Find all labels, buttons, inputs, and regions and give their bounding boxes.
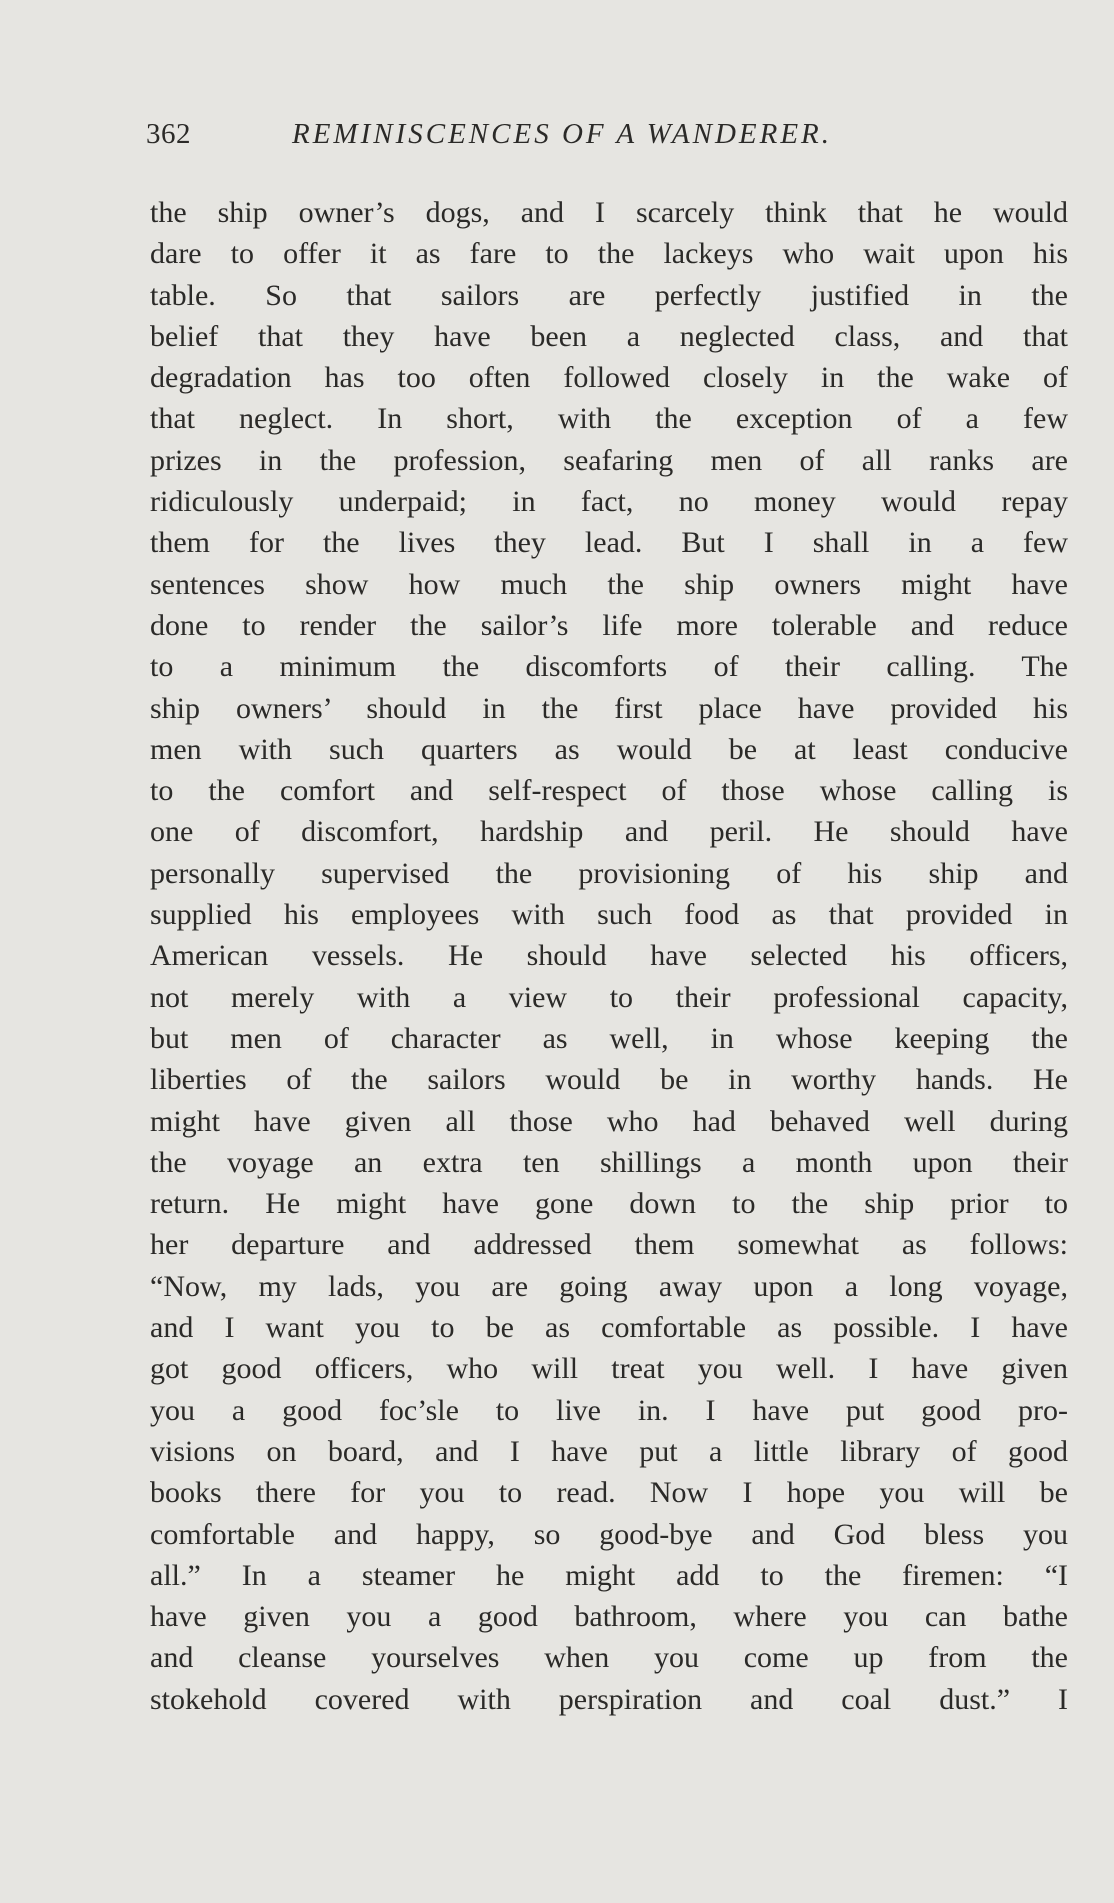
text-line: books there for you to read. Now I hope you will be xyxy=(150,1476,1068,1510)
text-line: you a good foc’sle to live in. I have put good pro- xyxy=(150,1393,1068,1427)
text-line: ridiculously underpaid; in fact, no money would repay xyxy=(150,485,1068,519)
text-line: comfortable and happy, so good-bye and God bless you xyxy=(150,1517,1068,1551)
text-line: prizes in the profession, seafaring men of all ranks are xyxy=(150,443,1068,477)
text-line: ship owners’ should in the first place have provided his xyxy=(150,691,1068,725)
text-line: but men of character as well, in whose keeping the xyxy=(150,1021,1068,1055)
text-line: liberties of the sailors would be in worthy hands. He xyxy=(150,1063,1068,1097)
text-line: return. He might have gone down to the ship prior to xyxy=(150,1187,1068,1221)
text-line: have given you a good bathroom, where you can bathe xyxy=(150,1600,1068,1634)
text-line: personally supervised the provisioning of his ship and xyxy=(150,856,1068,890)
text-line: might have given all those who had behaved well during xyxy=(150,1104,1068,1138)
text-line: dare to offer it as fare to the lackeys who wait upon his xyxy=(150,237,1068,271)
text-line: visions on board, and I have put a little library of good xyxy=(150,1434,1068,1468)
text-line: American vessels. He should have selected his officers, xyxy=(150,939,1068,973)
text-line: men with such quarters as would be at least conducive xyxy=(150,732,1068,766)
text-line: stokehold covered with perspiration and coal dust.” I xyxy=(150,1682,1068,1716)
text-line: to a minimum the discomforts of their calling. The xyxy=(150,650,1068,684)
text-line: to the comfort and self-respect of those whose calling is xyxy=(150,774,1068,808)
page-header xyxy=(146,118,956,158)
text-line: and cleanse yourselves when you come up from the xyxy=(150,1641,1068,1675)
text-line: her departure and addressed them somewhat as follows: xyxy=(150,1228,1068,1262)
text-line: done to render the sailor’s life more tolerable and reduce xyxy=(150,608,1068,642)
text-line: supplied his employees with such food as that provided in xyxy=(150,898,1068,932)
text-line: table. So that sailors are perfectly justified in the xyxy=(150,278,1068,312)
text-line: one of discomfort, hardship and peril. He should have xyxy=(150,815,1068,849)
text-line: and I want you to be as comfortable as possible. I have xyxy=(150,1311,1068,1345)
text-line: them for the lives they lead. But I shall in a few xyxy=(150,526,1068,560)
text-line: the voyage an extra ten shillings a month upon their xyxy=(150,1145,1068,1179)
text-line: got good officers, who will treat you well. I have given xyxy=(150,1352,1068,1386)
text-line: the ship owner’s dogs, and I scarcely think that he would xyxy=(150,196,1068,229)
text-line: degradation has too often followed closely in the wake of xyxy=(150,361,1068,395)
body-text xyxy=(150,192,1068,1752)
running-title: REMINISCENCES OF A WANDERER. xyxy=(292,118,833,150)
text-line: sentences show how much the ship owners might have xyxy=(150,567,1068,601)
text-line: “Now, my lads, you are going away upon a long voyage, xyxy=(150,1269,1068,1303)
text-line: not merely with a view to their professional capacity, xyxy=(150,980,1068,1014)
text-line: belief that they have been a neglected class, and that xyxy=(150,319,1068,353)
text-line: all.” In a steamer he might add to the firemen: “I xyxy=(150,1558,1068,1592)
text-line: that neglect. In short, with the exception of a few xyxy=(150,402,1068,436)
page-number: 362 xyxy=(146,118,191,150)
